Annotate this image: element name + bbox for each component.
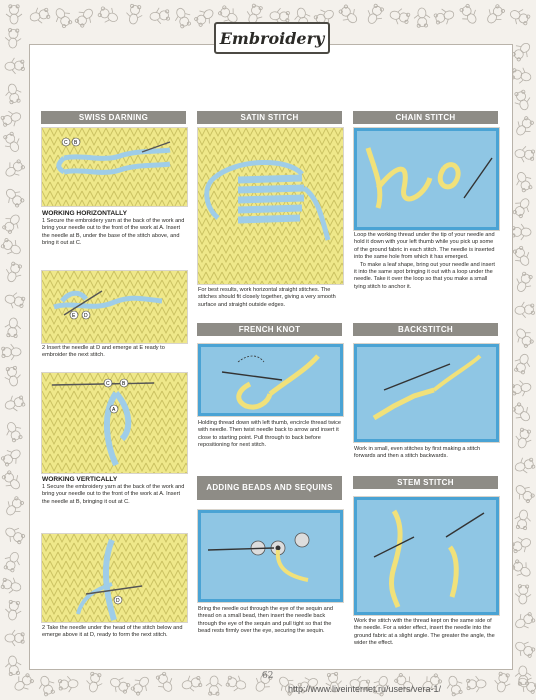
svg-text:D: D [116,598,120,604]
svg-text:B: B [122,381,126,387]
satin-stitch-heading: SATIN STITCH [197,111,342,124]
french-knot-illustration [197,343,344,417]
chain-stitch-illustration [353,127,500,231]
chain-stitch-heading: CHAIN STITCH [353,111,498,124]
backstitch-heading: BACKSTITCH [353,323,498,336]
svg-text:C: C [106,381,110,387]
chain-stitch-text-2: To make a leaf shape, bring out your needle and insert it into the same spot bringing it out with a loop under the needle. Take it over the loop so that you make a small tying stitch to anchor it. [354,261,495,290]
source-watermark: http://www.liveinternet.ru/users/vera-1/ [288,684,442,694]
french-knot-text: Holding thread down with left thumb, encircle thread twice with needle. Then twist needle back to arrow and insert it close to starting point. Pull through to back before repositioning for next stitch. [198,420,342,449]
page-number: 62 [262,671,274,681]
satin-stitch-illustration [197,127,344,285]
svg-text:A: A [112,407,116,413]
svg-text:E: E [72,313,76,319]
swiss-darning-vertical-illustration-2 [41,533,188,623]
page-title: Embroidery [214,22,330,54]
swiss-darning-step1-text: 1 Secure the embroidery yarn at the back of the work and bring your needle out to the front of the work at A. Insert the needle at B, under the base of the stitch above, and bring it out at C. [42,218,185,247]
adding-beads-heading: ADDING BEADS AND SEQUINS [197,476,342,500]
swiss-darning-horizontal-illustration-2 [41,270,188,344]
swiss-darning-step2-text: 2 Insert the needle at D and emerge at E ready to embroider the next stitch. [42,345,165,359]
swiss-darning-step3-text: 1 Secure the embroidery yarn at the back of the work and bring your needle out to the front of the work at A. Insert the needle at B, bringing it out at C. [42,484,185,505]
backstitch-text: Work in small, even stitches by first making a stitch forwards and then a stitch backwards. [354,446,481,460]
swiss-darning-heading: SWISS DARNING [41,111,186,124]
adding-beads-text: Bring the needle out through the eye of the sequin and thread on a small bead, then insert the needle back through the eye of the sequin and pull tight so that the bead rests firmly over the eye, securing the sequin. [198,606,333,635]
backstitch-illustration [353,343,500,443]
chain-stitch-text-1: Loop the working thread under the tip of your needle and hold it down with your left thumb while you pick up some of the ground fabric in each stitch. The needle is inserted into the same hole from which it has emerged. [354,232,495,261]
satin-stitch-text: For best results, work horizontal straight stitches. The stitches should fit closely together, giving a very smooth surface and straight outside edges. [198,287,336,308]
french-knot-heading: FRENCH KNOT [197,323,342,336]
working-horizontally-heading: WORKING HORIZONTALLY [42,210,127,217]
svg-text:B: B [74,140,78,146]
swiss-darning-vertical-illustration-1 [41,372,188,474]
working-vertically-heading: WORKING VERTICALLY [42,476,118,483]
svg-text:C: C [64,140,68,146]
stem-stitch-heading: STEM STITCH [353,476,498,489]
swiss-darning-horizontal-illustration-1 [41,127,188,207]
chain-stitch-text [354,232,498,291]
stem-stitch-text: Work the stitch with the thread kept on the same side of the needle. For a wider effect, insert the needle into the ground fabric at a slight angle. The greater the angle, the wider the effect. [354,618,495,647]
swiss-darning-step4-text: 2 Take the needle under the head of the stitch below and emerge above it at D, ready to form the next stitch. [42,625,183,639]
adding-beads-illustration [197,509,344,603]
svg-text:D: D [84,313,88,319]
stem-stitch-illustration [353,496,500,616]
